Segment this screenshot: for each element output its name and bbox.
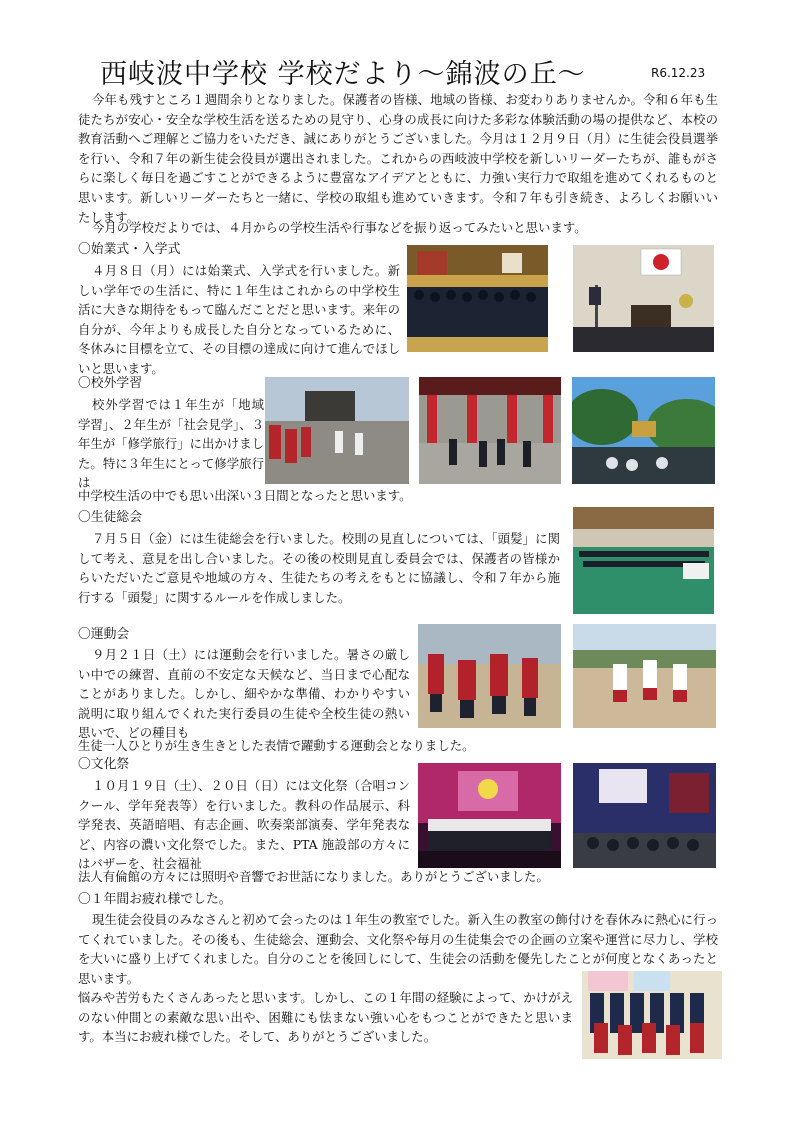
photo-student-council: [582, 971, 722, 1059]
section-heading-sports-day: 〇運動会: [78, 627, 130, 642]
photo-sports-day-dance: [418, 624, 561, 728]
photo-chorus-contest: [418, 763, 561, 868]
section-body-culture-festival: １０月１９日（土）、２０日（日）には文化祭（合唱コンクール、学年発表等）を行いました。教科の作品展示、科学発表、英語暗唱、有志企画、吹奏楽部演奏、学年発表など、内容の濃い文化祭でした。また、PTA 施設部の方々にはバザーを、社会福祉: [78, 778, 410, 872]
section-body-field-study-continued: 中学校生活の中でも思い出深い３日間となったと思います。: [78, 488, 412, 503]
section-body-field-study: 校外学習では１年生が「地域学習」、２年生が「社会見学」、３年生が「修学旅行」に出かけました。特に３年生にとって修学旅行は: [78, 397, 264, 491]
section-body-thanks: 現生徒会役員のみなさんと初めて会ったのは１年生の教室でした。新入生の教室の飾付けを春休みに熱心に行ってくれていました。その後も、生徒総会、運動会、文化祭や毎月の生徒集会での企画の立案や運営に尽力し、学校を大いに盛り上げてくれました。自分のことを後回しにして、生徒会の活動を優先したことが何度となくあったと思います。: [78, 912, 718, 986]
section-body-ceremony: ４月８日（月）には始業式、入学式を行いました。新しい学年での生活に、特に１年生はこれからの中学校生活に大きな期待をもって臨んだことだと思います。来年の自分が、今年よりも成長した自分となっているために、冬休みに目標を立て、その目標の達成に向けて進んでほしいと思います。: [78, 263, 400, 376]
section-body-sports-day-continued: 生徒一人ひとりが生き生きとした表情で躍動する運動会となりました。: [78, 738, 475, 753]
section-heading-field-study: 〇校外学習: [78, 376, 142, 391]
photo-student-assembly: [573, 507, 714, 614]
intro-paragraph-2: 今月の学校だよりでは、４月からの学校生活や行事などを振り返ってみたいと思います。: [92, 220, 587, 235]
photo-entrance-ceremony: [573, 245, 714, 352]
section-body-culture-festival-continued: 法人有倫館の方々には照明や音響でお世話になりました。ありがとうございました。: [78, 869, 549, 884]
photo-opening-ceremony: [407, 245, 548, 352]
section-heading-thanks: 〇１年間お疲れ様でした。: [78, 892, 232, 907]
section-heading-culture-festival: 〇文化祭: [78, 757, 130, 772]
section-body-sports-day: ９月２１日（土）には運動会を行いました。暑さの厳しい中での練習、直前の不安定な天候など、当日まで心配なことがありました。しかし、細やかな準備、わかりやすい説明に取り組んでくれた実行委員の生徒や全校生徒の熱い思いで、どの種目も: [78, 647, 410, 741]
photo-stage-presentation: [573, 763, 716, 868]
photo-sports-day-race: [573, 624, 716, 728]
photo-social-study: [419, 377, 561, 484]
photo-community-study: [265, 377, 409, 484]
newsletter-title: 西岐波中学校 学校だより～錦波の丘～: [100, 59, 586, 90]
section-heading-ceremony: 〇始業式・入学式: [78, 242, 181, 257]
intro-paragraph: 今年も残すところ１週間余りとなりました。保護者の皆様、地域の皆様、お変わりありませんか。令和６年も生徒たちが安心・安全な学校生活を送るための見守り、心身の成長に向けた多彩な体験活動の場の提供など、本校の教育活動へご理解とご協力をいただき、誠にありがとうございました。今月は１２月９日（月）に生徒会役員選挙を行い、令和７年の新生徒会役員が選出されました。これからの西岐波中学校を新しいリーダーたちが、誰もがさらに楽しく毎日を過ごすことができるように豊富なアイデアとともに、力強い実行力で取組を進めてくれるものと思います。新しいリーダーたちと一緒に、学校の取組も進めていきます。令和７年も引き続き、よろしくお願いいたします。: [78, 92, 718, 225]
issue-date: R6.12.23: [651, 66, 706, 80]
section-heading-assembly: 〇生徒総会: [78, 510, 142, 525]
section-body-thanks-continued: 悩みや苦労もたくさんあったと思います。しかし、この１年間の経験によって、かけがえのない仲間との素敵な思い出や、困難にも怯まない強い心をもつことができたと思います。本当にお疲れ様でした。そして、ありがとうございました。: [78, 990, 573, 1045]
section-body-assembly: ７月５日（金）には生徒総会を行いました。校則の見直しについては、「頭髪」に関して考え、意見を出し合いました。その後の校則見直し委員会では、保護者の皆様からいただいたご意見や地域の方々、生徒たちの考えをもとに協議し、令和７年から施行する「頭髪」に関するルールを作成しました。: [78, 531, 560, 605]
photo-school-trip: [572, 377, 715, 484]
